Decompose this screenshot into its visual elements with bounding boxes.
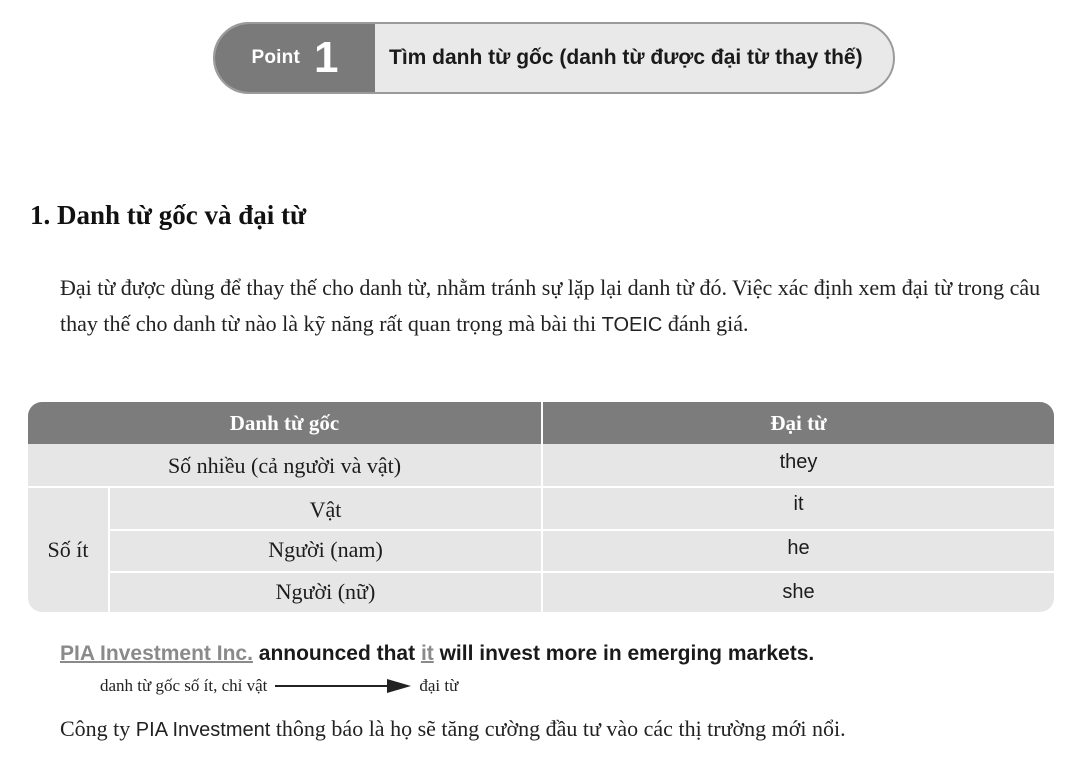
table-row-pronoun: he [787, 536, 810, 559]
table-row-label: Người (nam) [268, 537, 383, 562]
point-header [213, 22, 895, 94]
column-divider [541, 402, 543, 612]
plural-pronoun: they [779, 450, 818, 473]
intro-toeic: TOEIC [601, 314, 663, 336]
header-pronoun: Đại từ [770, 410, 827, 435]
arrow-right-icon [273, 678, 413, 694]
point-label: Point [251, 47, 300, 68]
pronoun-table [28, 402, 1054, 612]
point-badge [215, 24, 375, 92]
plural-label: Số nhiều (cả người và vật) [167, 453, 402, 478]
point-number: 1 [314, 33, 339, 82]
example-mid: announced that [252, 642, 421, 665]
annotation-left: danh từ gốc số ít, chỉ vật [100, 676, 268, 695]
example-rest: will invest more in emerging markets. [433, 642, 815, 665]
table-row-label: Vật [309, 497, 342, 522]
translation-text-2: thông báo là họ sẽ tăng cường đầu tư vào các thị trường mới nổi. [270, 716, 846, 741]
translation-text-1: Công ty [60, 716, 136, 741]
header-noun: Danh từ gốc [229, 410, 340, 435]
table-row-pronoun: she [782, 580, 815, 603]
column-divider [108, 488, 110, 612]
singular-label: Số ít [47, 537, 89, 562]
point-title: Tìm danh từ gốc (danh từ được đại từ thay thế) [389, 46, 863, 69]
example-subject: PIA Investment Inc. [60, 642, 253, 665]
table-row-pronoun: it [793, 492, 804, 515]
row-divider [110, 571, 1054, 573]
example-pronoun: it [420, 642, 434, 665]
intro-text-1: Đại từ được dùng để thay thế cho danh từ, nhằm tránh sự lặp lại danh từ đó. Việc xác định xem đại từ trong câu thay thế cho danh từ nào là kỹ năng rất quan trọng mà bài thi [60, 275, 1041, 336]
example-translation [60, 716, 846, 742]
annotation-right: đại từ [419, 676, 459, 695]
intro-paragraph [60, 270, 1060, 343]
example-sentence [60, 642, 814, 666]
row-divider [28, 486, 1054, 488]
translation-company: PIA Investment [135, 719, 271, 741]
example-annotation [100, 676, 458, 696]
row-divider [110, 529, 1054, 531]
section-heading: 1. Danh từ gốc và đại từ [30, 200, 307, 230]
intro-text-2: đánh giá. [662, 311, 749, 336]
table-row-label: Người (nữ) [275, 579, 376, 604]
